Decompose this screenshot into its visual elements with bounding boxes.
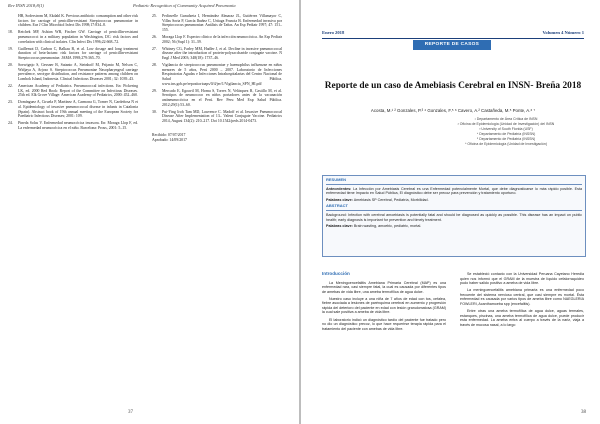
keywords-line xyxy=(326,224,582,229)
reference-text: Reichek MP, Ashton WB, Fischer GW. Carriage of penicillin-resistant pneumococci in a military population in Washington, DC: risk factors and correlation with clinical isolates. Clin Infect Dis 1996;22:668–72. xyxy=(18,30,138,44)
article-title: Reporte de un caso de Amebiasis Cerebral en INSN- Breña 2018 xyxy=(324,81,582,91)
intro-column-1 xyxy=(322,272,446,334)
reference-number: 25. xyxy=(152,14,157,18)
page-number-right: 38 xyxy=(581,410,586,415)
reference-number: 18. xyxy=(8,30,13,35)
reference-item xyxy=(8,63,138,82)
journal-issue-row xyxy=(322,30,584,35)
reference-text: Pediavelle Gurudzeta I, Hernández Almaraz JL, Gutiérrez Villamayor C, Villas Soria P, García Ibañez C, Urtiaga Francia B. Enfermedad invasiva por Streptococcus pneumoniae. Análisis de Tañas. An Esp Pediatr 1997; 47: 151–155. xyxy=(162,14,282,32)
reference-text: Whitney CG, Farley MM, Hadler J, et al. Decline in invasive pneumococcal disease after the introduction of protein-polysaccharide conjugate vaccine. N Engl J Med 2003; 348(18): 1737–46. xyxy=(162,46,282,61)
reference-number: 28. xyxy=(152,63,157,68)
body-paragraph: Entre otras una ameba termofílica de agua dulce, aguas termales, estanques, piscinas, una ameba termofílica de agua dulce, puede producir esta enfermedad. La ameba entra al cuerpo a través de la nariz, viaja a través de mucosa nasal, a lo largo xyxy=(460,309,584,327)
intro-heading: Introducción xyxy=(322,271,350,276)
reference-number: 29. xyxy=(152,88,157,93)
reference-item xyxy=(152,110,282,124)
reference-number: 22. xyxy=(8,84,13,89)
affiliation-line: ⁵ Departamento de Pediatría (INSSN) xyxy=(476,137,536,141)
body-paragraph: La Meningoencefalitis Amebiana Primaria Cerebral (MAP) es una enfermedad rara, casi siempre fatal, la cual es causada por diferentes tipos de amebas de vida libre, una ameba termofílica de agua dulce. xyxy=(322,280,446,294)
reference-number: 23. xyxy=(8,100,13,105)
reference-item xyxy=(8,14,138,28)
reference-number: 24. xyxy=(8,121,13,126)
reference-number xyxy=(8,14,18,28)
palabras-clave-label: Palabras clave: xyxy=(326,197,353,202)
references-column-1 xyxy=(8,14,138,133)
affiliation-line: ² Oficina de Epidemiología (Unidad de Investigación) del INSN xyxy=(457,122,555,126)
section-banner: REPORTE DE CASOS xyxy=(413,40,491,50)
resumen-antecedentes-label: Antecedentes: xyxy=(326,186,352,191)
affiliation-line: ¹ Departamento de Área Crítica de INSN xyxy=(474,117,538,121)
reference-item xyxy=(8,100,138,119)
keywords: Brain wasting, amoebic, pediatric, mortal. xyxy=(353,224,422,229)
running-head-center: Pediatric Recognition of Community Acquired Pneumonia xyxy=(133,3,236,8)
body-paragraph: Nuestro caso incluye a una niña de 7 años de edad con tos, cefalea, fiebre asociada a lesiones de parénquima cerebral en aumento y progresión rápida del deterioro del paciente en edad con lesión granulomatosa (GRAM) la cual sale positiva a ameba de vida libre. xyxy=(322,296,446,315)
palabras-clave: Amebiasis SP Cerebral, Pediatría, Morbilidad. xyxy=(353,197,429,202)
right-page xyxy=(301,0,600,424)
reference-text: Guillemot D, Carbon C, Balkau B, et al. Low dosage and long treatment duration of beta-lactam: risk factors for carriage of penicillin-resistant Streptococcus pneumoniae. JAMA 1998;279:365–70. xyxy=(18,46,138,61)
abstract-label: ABSTRACT xyxy=(326,203,348,209)
reference-item xyxy=(152,14,282,33)
resumen-label: RESUMEN xyxy=(326,176,347,182)
reference-text: Domínguez A, Ciruela P, Martínez A, Carmona G, Torner N, Cardeñosa N et al. Epidemiology of invasive pneumococcal disease in infants in Catalonia (Spain). Abstract book of 19th annual meeting of the European Society for Paediatric Infectious Diseases; 2001: 109. xyxy=(18,100,138,119)
reference-text: Pineda Solas V. Enfermedad neumocócica invasora. En: Moraga Llop F, ed. La enfermedad neumocócica en el niño. Barcelona: Prous, 2001: 5–15. xyxy=(18,121,138,131)
article-dates xyxy=(152,133,282,143)
affiliation-line: ⁴ Departamento de Pediatría (INSSN) xyxy=(476,132,536,136)
reference-text: HB, Soderstrom M, Ekdahl K. Previous antibiotic consumption and other risk factors for carriage of penicillin-resistant Streptococcus pneumoniae in children. Eur J Clin Microbiol Infect Dis 1998;17:834–8. xyxy=(18,14,138,28)
abstract-box xyxy=(322,175,586,257)
affiliation-line: ³ University of South Florida (USF) xyxy=(479,127,533,131)
received-date: Recibido: 07/07/2017 xyxy=(152,132,186,137)
reference-text: Moraga Llop F. Espectro clínico de la infección neumocócica. An Esp Pediatr 2002; 56 (Supl 1): 31–39. xyxy=(162,35,282,44)
article-authors: Acosta, M.¹ ² Gonzales, P.³ ⁴ Gonzales, F.⁵ ⁶ Cavero, A.² Castañeda, M.⁵ Ponte, A.⁶ ⁷ xyxy=(370,108,536,113)
reference-item xyxy=(8,47,138,61)
journal-volume: Volumen 4 Número 1 xyxy=(542,30,584,35)
approved-date: Aprobado: 14/09/2017 xyxy=(152,137,187,142)
reference-number: 27. xyxy=(152,46,157,51)
reference-item xyxy=(152,63,282,86)
reference-text: Mercado E, Egoavil M, Horna S, Torres N, Velásquez R, Castillo M, et al. Serotipos de neumococo en niños portadores antes de la vacunación antineumocócica en el Perú. Rev Peru Med Exp Salud Pública. 2012;29(1):53–60. xyxy=(162,88,282,107)
reference-text: Vigilancia de streptococcus pneumoniae y haemophilus influenzae en niños menores de 5 años, Perú 2000 – 2007. Laboratorio de Infecciones Respiratorias Agudas e Infecciones Intrahospitalarias del Centro Nacional de Salud Pública. www.ins.gob.pe/repositorioaps/0/4/jer/1/Vigilancia_SPN_HI.pdf xyxy=(162,63,282,86)
reference-item xyxy=(8,30,138,44)
running-head-left: Rev INSN 2018;8(1) xyxy=(8,3,44,8)
reference-item xyxy=(8,121,138,130)
header-rule xyxy=(322,38,584,39)
body-paragraph: El laboratorio indicó un diagnóstico tardío del paciente fue tratado pero no dio un diagnóstico precoz, lo que hace requerirse terapia rápida para el tratamiento del paciente con amebas de vida libre. xyxy=(322,317,446,331)
references-column-2 xyxy=(152,14,282,143)
abstract-text: Background: Infection with cerebral amoebiasis is potentially fatal and should be diagnosed as quickly as possible. This disease has an impact on public health; early diagnosis is important for prevention and timely treatment. xyxy=(326,213,582,222)
resumen-text xyxy=(326,187,582,196)
affiliation-line: ⁶ Oficina de Epidemiología (Unidad de Investigación) xyxy=(465,142,547,146)
keywords-label: Palabras clave: xyxy=(326,224,353,229)
reference-item xyxy=(8,84,138,98)
reference-text: American Academy of Pediatrics. Pneumococcal infections. En: Pickering LK, ed. 2000 Red Book: Report of the Committee on Infectious Diseases. 25th ed. Elk Grove Village: American Academy of Pediatrics, 2000: 452–460. xyxy=(18,84,139,98)
reference-number: 19. xyxy=(8,46,13,51)
reference-number: 20. xyxy=(8,63,13,68)
reference-number: 30. xyxy=(152,109,157,114)
palabras-clave-line xyxy=(326,198,582,203)
resumen-antecedentes: La Infección por Amebiasis Cerebral es una Enfermedad potencialmente Mortal, que debe diagnosticarse lo más rápido posible. Esta enfermedad tiene Impacto en Salud Pública, El diagnóstico debe ser precoz para prevención y tratamiento oportuno. xyxy=(326,186,583,196)
abstract-rule xyxy=(326,210,582,211)
reference-text: Pui-Ying Iroh Tam MD, Lawrence C. Madoff et al. Invasive Pneumococcal Disease After Implementation of 13– Valent Conjugate Vaccine. Pediatrics 2014, August 134(2): 210–217. Doi 10.1542/peds.2014-0473. xyxy=(162,109,282,124)
body-paragraph: La meningoencefalitis amebiana primaria es una enfermedad poco frecuente del sistema nervioso central, que casi siempre es mortal. Ésta enfermedad es causada por varios tipos de ameba libre como NAEGLERIA FOWLERI, Acanthamoeba spp (encefalitis). xyxy=(460,288,584,306)
journal-date: Enero 2018 xyxy=(322,30,345,35)
intro-column-2 xyxy=(460,272,584,330)
left-page xyxy=(0,0,299,424)
author-affiliations xyxy=(441,117,571,147)
reference-item xyxy=(152,89,282,108)
reference-item xyxy=(152,47,282,61)
reference-number: 26. xyxy=(152,35,157,40)
reference-text: Soewignjo S, Gessner B, Sutanto A, Steinhoff M, Prijanto M, Nelson C, Widjaya A, Arjoso S. Streptococcus Pneumoniae Nasopharyngeal carriage prevalence, serotype distribution, and resistance patterns among children on Lombok Island, Indonesia. Clinical Infectious Diseases 2001; 32: 1039–43. xyxy=(18,63,138,82)
body-paragraph: Se estableció contacto con la Universidad Peruana Cayetano Heredia quien nos informó que el GRAM de la muestra de líquido cefalorraquídeo pudo haber salido positivo a ameba de vida libre. xyxy=(460,272,584,286)
resumen-rule xyxy=(326,184,582,185)
page-number-left: 37 xyxy=(128,410,133,415)
reference-item xyxy=(152,35,282,44)
